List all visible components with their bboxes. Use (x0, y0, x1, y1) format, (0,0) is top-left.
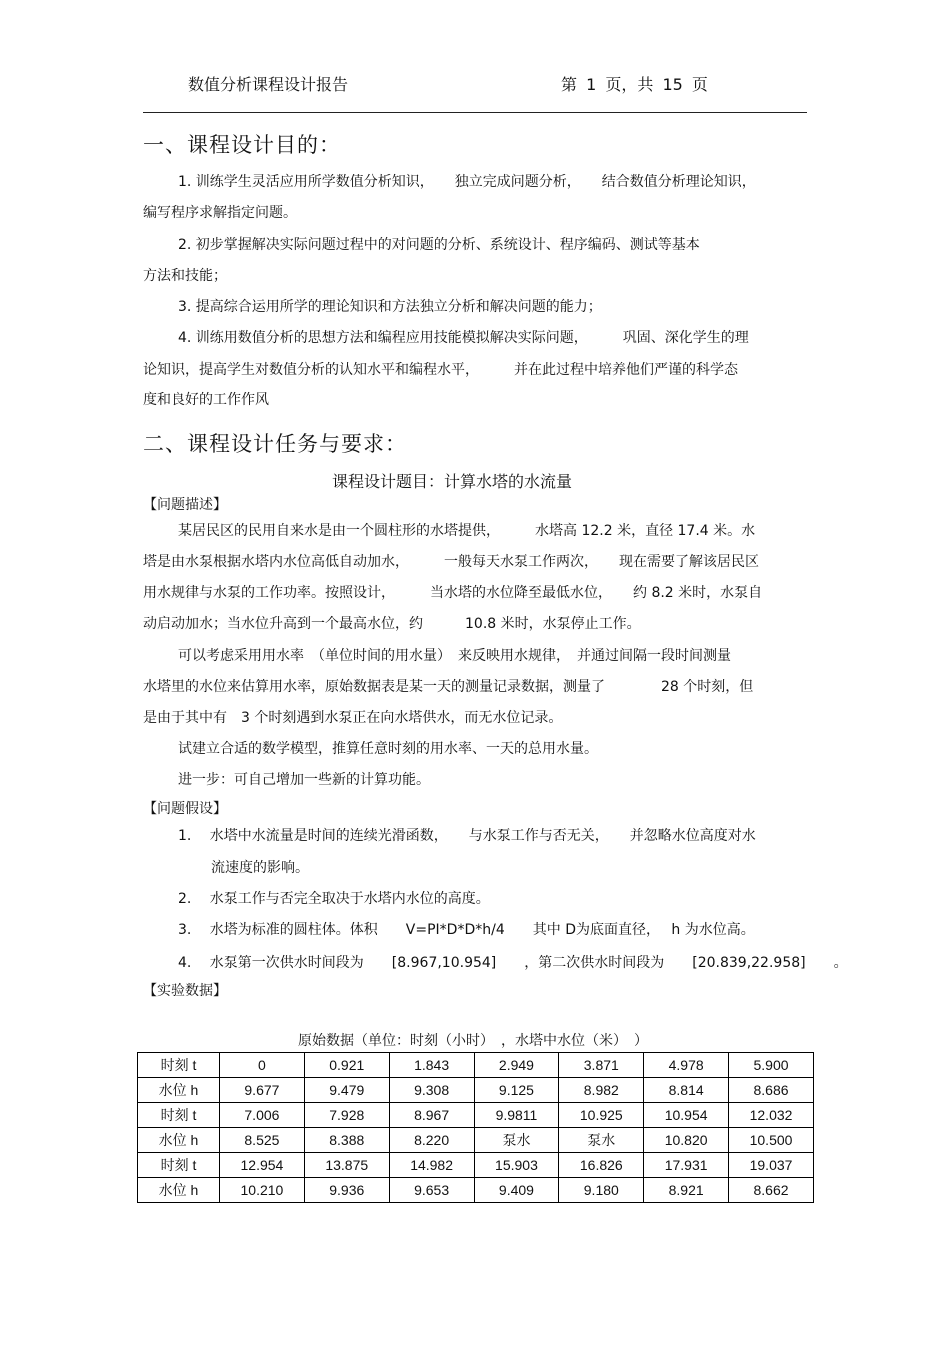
table-cell: 1.843 (389, 1053, 474, 1078)
table-cell: 9.180 (559, 1178, 644, 1203)
table-cell: 5.900 (729, 1053, 814, 1078)
table-cell: 13.875 (304, 1153, 389, 1178)
row-label: 水位 h (138, 1078, 220, 1103)
table-cell: 9.936 (304, 1178, 389, 1203)
table-cell: 10.925 (559, 1103, 644, 1128)
report-title: 数值分析课程设计报告 (188, 75, 349, 94)
assumption-line: 2. 水泵工作与否完全取决于水塔内水位的高度。 (178, 891, 490, 907)
problem-line: 水塔里的水位来估算用水率，原始数据表是某一天的测量记录数据，测量了 28 个时刻，但 (143, 679, 754, 695)
purpose-line: 4. 训练用数值分析的思想方法和编程应用技能模拟解决实际问题， 巩固、深化学生的理 (178, 330, 749, 346)
assumption-line: 3. 水塔为标准的圆柱体。体积 V=PI*D*D*h/4 其中 D为底面直径， h 为水位高。 (178, 922, 755, 938)
table-cell: 8.921 (644, 1178, 729, 1203)
purpose-line: 度和良好的工作作风 (143, 392, 269, 408)
purpose-line: 3. 提高综合运用所学的理论知识和方法独立分析和解决问题的能力； (178, 299, 602, 315)
problem-description-tag: 【问题描述】 (143, 497, 227, 513)
experiment-data-tag: 【实验数据】 (143, 983, 227, 999)
table-cell: 10.820 (644, 1128, 729, 1153)
table-caption: 原始数据（单位：时刻（小时） ，水塔中水位（米） ） (298, 1033, 648, 1049)
table-cell: 15.903 (474, 1153, 559, 1178)
problem-line: 动启动加水；当水位升高到一个最高水位，约 10.8 米时，水泵停止工作。 (143, 616, 641, 632)
problem-line: 用水规律与水泵的工作功率。按照设计， 当水塔的水位降至最低水位， 约 8.2 米时，水泵自 (143, 585, 763, 601)
problem-line: 可以考虑采用用水率 （单位时间的用水量） 来反映用水规律， 并通过间隔一段时间测量 (178, 648, 731, 664)
table-cell: 8.686 (729, 1078, 814, 1103)
assumption-tag: 【问题假设】 (143, 801, 227, 817)
table-cell: 10.500 (729, 1128, 814, 1153)
section1-title: 一、课程设计目的： (143, 133, 341, 157)
table-cell: 17.931 (644, 1153, 729, 1178)
table-cell: 8.388 (304, 1128, 389, 1153)
table-cell: 9.308 (389, 1078, 474, 1103)
table-cell: 12.954 (220, 1153, 305, 1178)
table-cell: 12.032 (729, 1103, 814, 1128)
table-cell: 9.677 (220, 1078, 305, 1103)
table-cell: 8.220 (389, 1128, 474, 1153)
problem-line: 试建立合适的数学模型，推算任意时刻的用水率、一天的总用水量。 (178, 741, 598, 757)
page-info: 第 1 页，共 15 页 (561, 75, 708, 94)
table-cell: 9.409 (474, 1178, 559, 1203)
table-cell: 0 (220, 1053, 305, 1078)
problem-line: 进一步：可自己增加一些新的计算功能。 (178, 772, 430, 788)
section2-title: 二、课程设计任务与要求： (143, 432, 407, 456)
table-cell: 泵水 (474, 1128, 559, 1153)
table-cell: 2.949 (474, 1053, 559, 1078)
table-cell: 9.653 (389, 1178, 474, 1203)
table-row (138, 1178, 814, 1203)
problem-line: 是由于其中有 3 个时刻遇到水泵正在向水塔供水，而无水位记录。 (143, 710, 563, 726)
table-cell: 10.954 (644, 1103, 729, 1128)
purpose-line: 1. 训练学生灵活应用所学数值分析知识， 独立完成问题分析， 结合数值分析理论知识， (178, 174, 756, 190)
table-row (138, 1053, 814, 1078)
table-cell: 8.662 (729, 1178, 814, 1203)
row-label: 时刻 t (138, 1153, 220, 1178)
assumption-line: 4. 水泵第一次供水时间段为 [8.967,10.954] ，第二次供水时间段为 [20.839,22.958] 。 (178, 955, 848, 971)
row-label: 时刻 t (138, 1103, 220, 1128)
row-label: 水位 h (138, 1128, 220, 1153)
table-cell: 19.037 (729, 1153, 814, 1178)
table-cell: 4.978 (644, 1053, 729, 1078)
design-topic: 课程设计题目：计算水塔的水流量 (332, 472, 573, 491)
row-label: 水位 h (138, 1178, 220, 1203)
table-cell: 14.982 (389, 1153, 474, 1178)
table-cell: 9.479 (304, 1078, 389, 1103)
table-cell: 3.871 (559, 1053, 644, 1078)
table-cell: 8.982 (559, 1078, 644, 1103)
problem-line: 某居民区的民用自来水是由一个圆柱形的水塔提供， 水塔高 12.2 米，直径 17.4 米。水 (178, 523, 756, 539)
purpose-line: 方法和技能； (143, 268, 227, 284)
table-cell: 0.921 (304, 1053, 389, 1078)
table-row (138, 1153, 814, 1178)
purpose-line: 论知识，提高学生对数值分析的认知水平和编程水平， 并在此过程中培养他们严谨的科学态 (143, 362, 738, 378)
table-cell: 7.928 (304, 1103, 389, 1128)
table-row (138, 1103, 814, 1128)
table-cell: 8.525 (220, 1128, 305, 1153)
purpose-line: 2. 初步掌握解决实际问题过程中的对问题的分析、系统设计、程序编码、测试等基本 (178, 237, 700, 253)
table-cell: 泵水 (559, 1128, 644, 1153)
table-cell: 8.814 (644, 1078, 729, 1103)
row-label: 时刻 t (138, 1053, 220, 1078)
table-cell: 16.826 (559, 1153, 644, 1178)
table-cell: 10.210 (220, 1178, 305, 1203)
assumption-line: 1. 水塔中水流量是时间的连续光滑函数， 与水泵工作与否无关， 并忽略水位高度对水 (178, 828, 756, 844)
table-cell: 9.125 (474, 1078, 559, 1103)
assumption-line: 流速度的影响。 (211, 860, 309, 876)
header-divider (143, 112, 807, 113)
table-row (138, 1128, 814, 1153)
problem-line: 塔是由水泵根据水塔内水位高低自动加水， 一般每天水泵工作两次， 现在需要了解该居民区 (143, 554, 759, 570)
table-row (138, 1078, 814, 1103)
table-cell: 7.006 (220, 1103, 305, 1128)
table-cell: 9.9811 (474, 1103, 559, 1128)
raw-data-table (137, 1052, 814, 1203)
purpose-line: 编写程序求解指定问题。 (143, 205, 297, 221)
table-cell: 8.967 (389, 1103, 474, 1128)
